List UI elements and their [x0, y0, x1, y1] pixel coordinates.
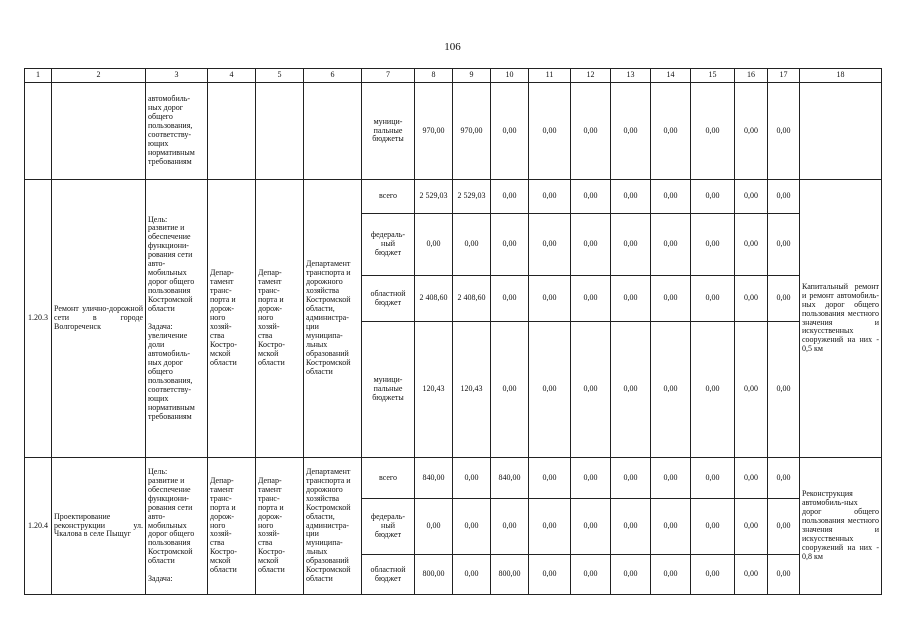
value-cell: 0,00 [571, 555, 611, 595]
value-cell: 2 408,60 [415, 276, 453, 322]
value-cell: 0,00 [735, 83, 768, 180]
result-cell: Капитальный ремонт и ремонт автомобиль-ных дорог общего пользования местного значения и искусственных сооружений на них - 0,5 км [800, 180, 882, 458]
value-cell: 0,00 [491, 83, 529, 180]
funding-source: всего [362, 180, 415, 214]
value-cell: 0,00 [453, 458, 491, 499]
value-cell: 120,43 [453, 322, 491, 458]
value-cell: 800,00 [415, 555, 453, 595]
goal-cell: Цель: развитие и обеспечение функциони- рования сети авто- мобильных дорог общего пользования Костромской области Задача: [146, 458, 208, 595]
column-header: 14 [651, 69, 691, 83]
value-cell: 0,00 [735, 214, 768, 276]
value-cell: 0,00 [529, 322, 571, 458]
value-cell: 2 529,03 [415, 180, 453, 214]
value-cell: 0,00 [611, 83, 651, 180]
funding-source: областной бюджет [362, 555, 415, 595]
value-cell: 0,00 [529, 214, 571, 276]
value-cell: 0,00 [768, 458, 800, 499]
funding-source: областной бюджет [362, 276, 415, 322]
value-cell: 0,00 [651, 499, 691, 555]
column-header: 3 [146, 69, 208, 83]
value-cell: 0,00 [571, 276, 611, 322]
value-cell: 0,00 [415, 214, 453, 276]
executor-cell: Депар- тамент транс- порта и дорож- ного хозяй- ства Костро- мской области [208, 180, 256, 458]
value-cell: 2 408,60 [453, 276, 491, 322]
row-code: 1.20.3 [25, 180, 52, 458]
value-cell: 0,00 [691, 276, 735, 322]
goal-cell: Цель: развитие и обеспечение функциони- рования сети авто- мобильных дорог общего пользования Костромской области Задача: увеличение доли автомобиль- ных дорог общего пользования, соответству- ющих нормативным требованиям [146, 180, 208, 458]
value-cell: 0,00 [768, 555, 800, 595]
funding-source: федераль- ный бюджет [362, 214, 415, 276]
value-cell: 0,00 [735, 180, 768, 214]
value-cell: 0,00 [691, 499, 735, 555]
value-cell: 0,00 [735, 499, 768, 555]
value-cell: 0,00 [415, 499, 453, 555]
executor-cell [256, 83, 304, 180]
value-cell: 0,00 [651, 276, 691, 322]
value-cell: 0,00 [571, 322, 611, 458]
column-header: 4 [208, 69, 256, 83]
row-name [52, 83, 146, 180]
value-cell: 0,00 [651, 458, 691, 499]
column-header: 6 [304, 69, 362, 83]
executor-cell: Департамент транспорта и дорожного хозяйства Костромской области, администра- ции муниципа- льных образований Костромской области [304, 180, 362, 458]
value-cell: 0,00 [611, 180, 651, 214]
value-cell: 120,43 [415, 322, 453, 458]
value-cell: 0,00 [453, 555, 491, 595]
column-header: 18 [800, 69, 882, 83]
column-header: 17 [768, 69, 800, 83]
value-cell: 0,00 [529, 180, 571, 214]
value-cell: 0,00 [768, 180, 800, 214]
value-cell: 0,00 [571, 458, 611, 499]
column-header: 11 [529, 69, 571, 83]
value-cell: 0,00 [529, 499, 571, 555]
value-cell: 0,00 [491, 499, 529, 555]
value-cell: 0,00 [651, 322, 691, 458]
value-cell: 0,00 [768, 276, 800, 322]
value-cell: 0,00 [691, 555, 735, 595]
value-cell: 0,00 [768, 499, 800, 555]
column-header: 1 [25, 69, 52, 83]
value-cell: 970,00 [453, 83, 491, 180]
executor-cell: Депар- тамент транс- порта и дорож- ного хозяй- ства Костро- мской области [256, 458, 304, 595]
value-cell: 0,00 [491, 180, 529, 214]
value-cell: 0,00 [571, 180, 611, 214]
page-number: 106 [444, 41, 461, 53]
value-cell: 0,00 [735, 276, 768, 322]
column-header: 9 [453, 69, 491, 83]
value-cell: 0,00 [491, 214, 529, 276]
value-cell: 0,00 [651, 555, 691, 595]
value-cell: 0,00 [571, 83, 611, 180]
value-cell: 0,00 [529, 276, 571, 322]
funding-source: муници- пальные бюджеты [362, 322, 415, 458]
value-cell: 0,00 [529, 83, 571, 180]
column-header-row [25, 69, 882, 83]
column-header: 13 [611, 69, 651, 83]
value-cell: 0,00 [691, 180, 735, 214]
budget-table [24, 68, 882, 595]
column-header: 2 [52, 69, 146, 83]
column-header: 5 [256, 69, 304, 83]
value-cell: 0,00 [571, 214, 611, 276]
value-cell: 0,00 [491, 276, 529, 322]
value-cell: 0,00 [735, 322, 768, 458]
executor-cell: Департамент транспорта и дорожного хозяйства Костромской области, администра- ции муниципа- льных образований Костромской области [304, 458, 362, 595]
value-cell: 0,00 [691, 322, 735, 458]
value-cell: 0,00 [735, 458, 768, 499]
funding-source: муници- пальные бюджеты [362, 83, 415, 180]
value-cell: 0,00 [735, 555, 768, 595]
funding-source: всего [362, 458, 415, 499]
value-cell: 0,00 [529, 555, 571, 595]
value-cell: 0,00 [611, 458, 651, 499]
value-cell: 0,00 [651, 214, 691, 276]
value-cell: 840,00 [415, 458, 453, 499]
value-cell: 0,00 [691, 458, 735, 499]
value-cell: 0,00 [611, 276, 651, 322]
value-cell: 0,00 [529, 458, 571, 499]
column-header: 16 [735, 69, 768, 83]
executor-cell [208, 83, 256, 180]
executor-cell [304, 83, 362, 180]
table-row [25, 180, 882, 214]
value-cell: 0,00 [691, 83, 735, 180]
result-cell: Реконструкция автомобиль-ных дорог общего пользования местного значения и искусственных сооружений на них - 0,8 км [800, 458, 882, 595]
value-cell: 800,00 [491, 555, 529, 595]
value-cell: 0,00 [768, 83, 800, 180]
value-cell: 0,00 [453, 499, 491, 555]
executor-cell: Депар- тамент транс- порта и дорож- ного хозяй- ства Костро- мской области [256, 180, 304, 458]
row-code: 1.20.4 [25, 458, 52, 595]
table-row [25, 83, 882, 180]
executor-cell: Депар- тамент транс- порта и дорож- ного хозяй- ства Костро- мской области [208, 458, 256, 595]
value-cell: 0,00 [491, 322, 529, 458]
value-cell: 0,00 [691, 214, 735, 276]
value-cell: 0,00 [611, 555, 651, 595]
funding-source: федераль- ный бюджет [362, 499, 415, 555]
column-header: 7 [362, 69, 415, 83]
table-row [25, 458, 882, 499]
row-code [25, 83, 52, 180]
value-cell: 0,00 [651, 180, 691, 214]
column-header: 8 [415, 69, 453, 83]
goal-cell: автомобиль- ных дорог общего пользования, соответству- ющих нормативным требованиям [146, 83, 208, 180]
value-cell: 0,00 [611, 499, 651, 555]
result-cell [800, 83, 882, 180]
column-header: 12 [571, 69, 611, 83]
value-cell: 0,00 [611, 322, 651, 458]
row-name: Ремонт улично-дорожной сети в городе Волгореченск [52, 180, 146, 458]
value-cell: 0,00 [571, 499, 611, 555]
value-cell: 0,00 [611, 214, 651, 276]
value-cell: 0,00 [651, 83, 691, 180]
value-cell: 840,00 [491, 458, 529, 499]
column-header: 10 [491, 69, 529, 83]
value-cell: 0,00 [768, 214, 800, 276]
value-cell: 0,00 [768, 322, 800, 458]
value-cell: 970,00 [415, 83, 453, 180]
row-name: Проектирование реконструкции ул. Чкалова в селе Пыщуг [52, 458, 146, 595]
value-cell: 2 529,03 [453, 180, 491, 214]
column-header: 15 [691, 69, 735, 83]
value-cell: 0,00 [453, 214, 491, 276]
